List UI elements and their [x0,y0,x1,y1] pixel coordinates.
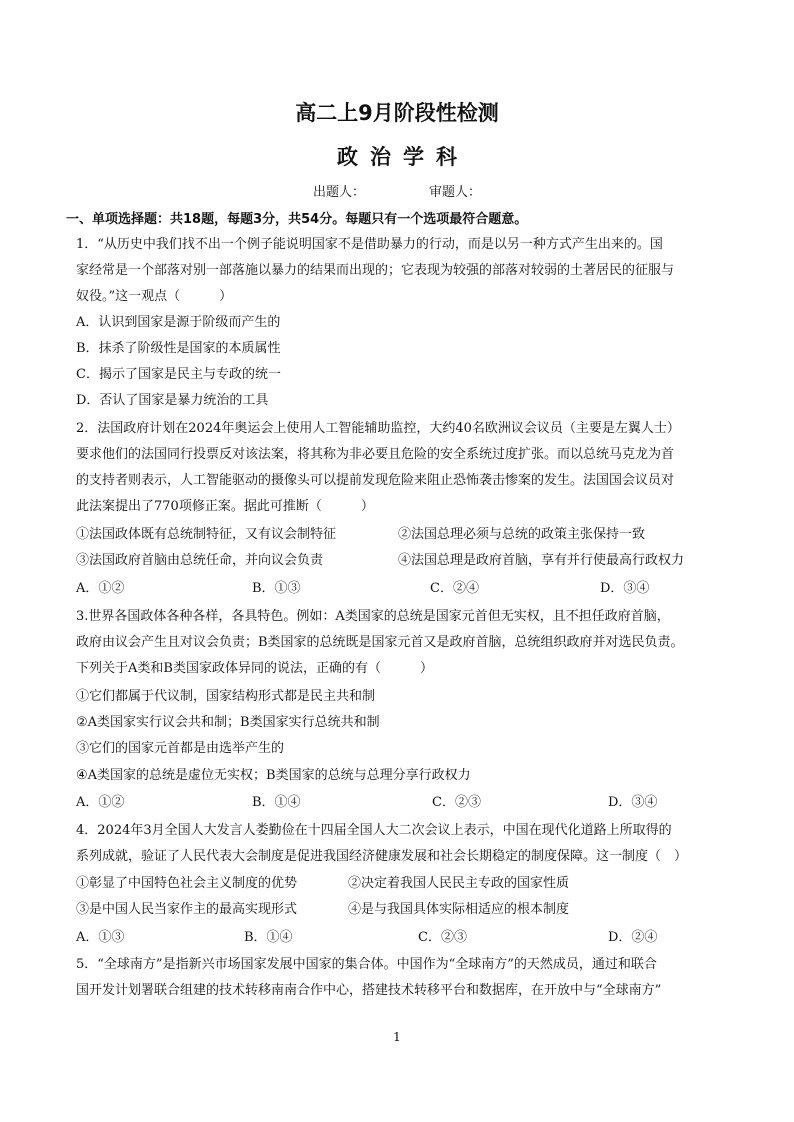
q2-statement: ③法国政府首脑由总统任命，并向议会负责 [76,553,324,568]
page-number: 1 [393,1030,401,1044]
section-heading: 一、单项选择题：共18题，每题3分，共54分。每题只有一个选项最符合题意。 [66,212,528,227]
q2-line: 此法案提出了770项修正案。据此可推断（ ） [76,499,374,514]
q4-statement: ④是与我国具体实际相适应的根本制度 [348,902,570,917]
q4-line: 4．2024年3月全国人大发言人娄勤俭在十四届全国人大二次会议上表示，中国在现代化道路上所取得的 [76,823,672,838]
q2-option: B．①③ [252,581,301,596]
q5-line: 国开发计划署联合组建的技术转移南南合作中心，搭建技术转移平台和数据库，在开放中与“全球南方” [76,983,662,998]
q3-line: 3.世界各国政体各种各样，各具特色。例如：A类国家的总统是国家元首但无实权，且不担任政府首脑， [76,609,670,624]
q3-statement: ①它们都属于代议制，国家结构形式都是民主共和制 [76,689,376,704]
q1-line: 奴役。”这一观点（ ） [76,289,233,304]
reviewer-label: 审题人： [429,185,482,200]
author-line [0,181,794,200]
q2-statement: ④法国总理是政府首脑，享有并行使最高行政权力 [398,553,685,568]
q1-line: 1．“从历史中我们找不出一个例子能说明国家不是借助暴力的行动，而是以另一种方式产生出来的。国 [76,237,663,252]
q4-line: 系列成就，验证了人民代表大会制度是促进我国经济健康发展和社会长期稳定的制度保障。这一制度（ ） [76,849,688,864]
q3-line: 政府由议会产生且对议会负责；B类国家的总统既是国家元首又是政府首脑，总统组织政府并对选民负责。 [76,635,684,650]
q3-line: 下列关于A类和B类国家政体异同的说法，正确的有（ ） [76,661,433,676]
q2-option: D．③④ [600,581,650,596]
author-label: 出题人： [312,185,365,200]
q2-option: A．①② [76,581,125,596]
page-title: 高二上9月阶段性检测 [295,101,499,125]
q4-statement: ①彰显了中国特色社会主义制度的优势 [76,876,298,891]
q3-statement: ②A类国家实行议会共和制；B类国家实行总统共和制 [76,715,380,730]
q3-option: D．③④ [608,795,658,810]
q4-statement: ②决定着我国人民民主专政的国家性质 [348,876,570,891]
q1-option: A．认识到国家是源于阶级而产生的 [76,315,281,330]
q1-line: 家经常是一个部落对别一部落施以暴力的结果而出现的；它表现为较强的部落对较弱的土著居民的征服与 [76,263,675,278]
q3-statement: ④A类国家的总统是虚位无实权；B类国家的总统与总理分享行政权力 [76,768,471,783]
subject-title: 政治学科 [337,145,469,169]
q4-option: A．①③ [76,930,125,945]
q4-option: C．②③ [418,930,467,945]
q2-line: 的支持者则表示，人工智能驱动的摄像头可以提前发现危险来阻止恐怖袭击惨案的发生。法国国会议员对 [76,473,675,488]
q3-option: C．②③ [432,795,481,810]
q3-statement: ③它们的国家元首都是由选举产生的 [76,741,285,756]
q2-statement: ②法国总理必须与总统的政策主张保持一致 [398,527,646,542]
q1-option: B．抹杀了阶级性是国家的本质属性 [76,341,281,356]
q3-option: B．①④ [252,795,301,810]
q4-statement: ③是中国人民当家作主的最高实现形式 [76,902,298,917]
q2-statement: ①法国政体既有总统制特征，又有议会制特征 [76,527,337,542]
q2-line: 要求他们的法国同行投票反对该法案，将其称为非必要且危险的安全系统过度扩张。而以总统马克龙为首 [76,447,675,462]
q5-line: 5．“全球南方”是指新兴市场国家发展中国家的集合体。中国作为“全球南方”的天然成员，通过和联合 [76,957,657,972]
q2-option: C．②④ [430,581,479,596]
q1-option: D．否认了国家是暴力统治的工具 [76,393,269,408]
q4-option: B．①④ [244,930,293,945]
q3-option: A．①② [76,795,125,810]
q2-line: 2．法国政府计划在2024年奥运会上使用人工智能辅助监控，大约40名欧洲议会议员（主要是左翼人士） [76,421,680,436]
q1-option: C．揭示了国家是民主与专政的统一 [76,367,281,382]
q4-option: D．②④ [608,930,658,945]
